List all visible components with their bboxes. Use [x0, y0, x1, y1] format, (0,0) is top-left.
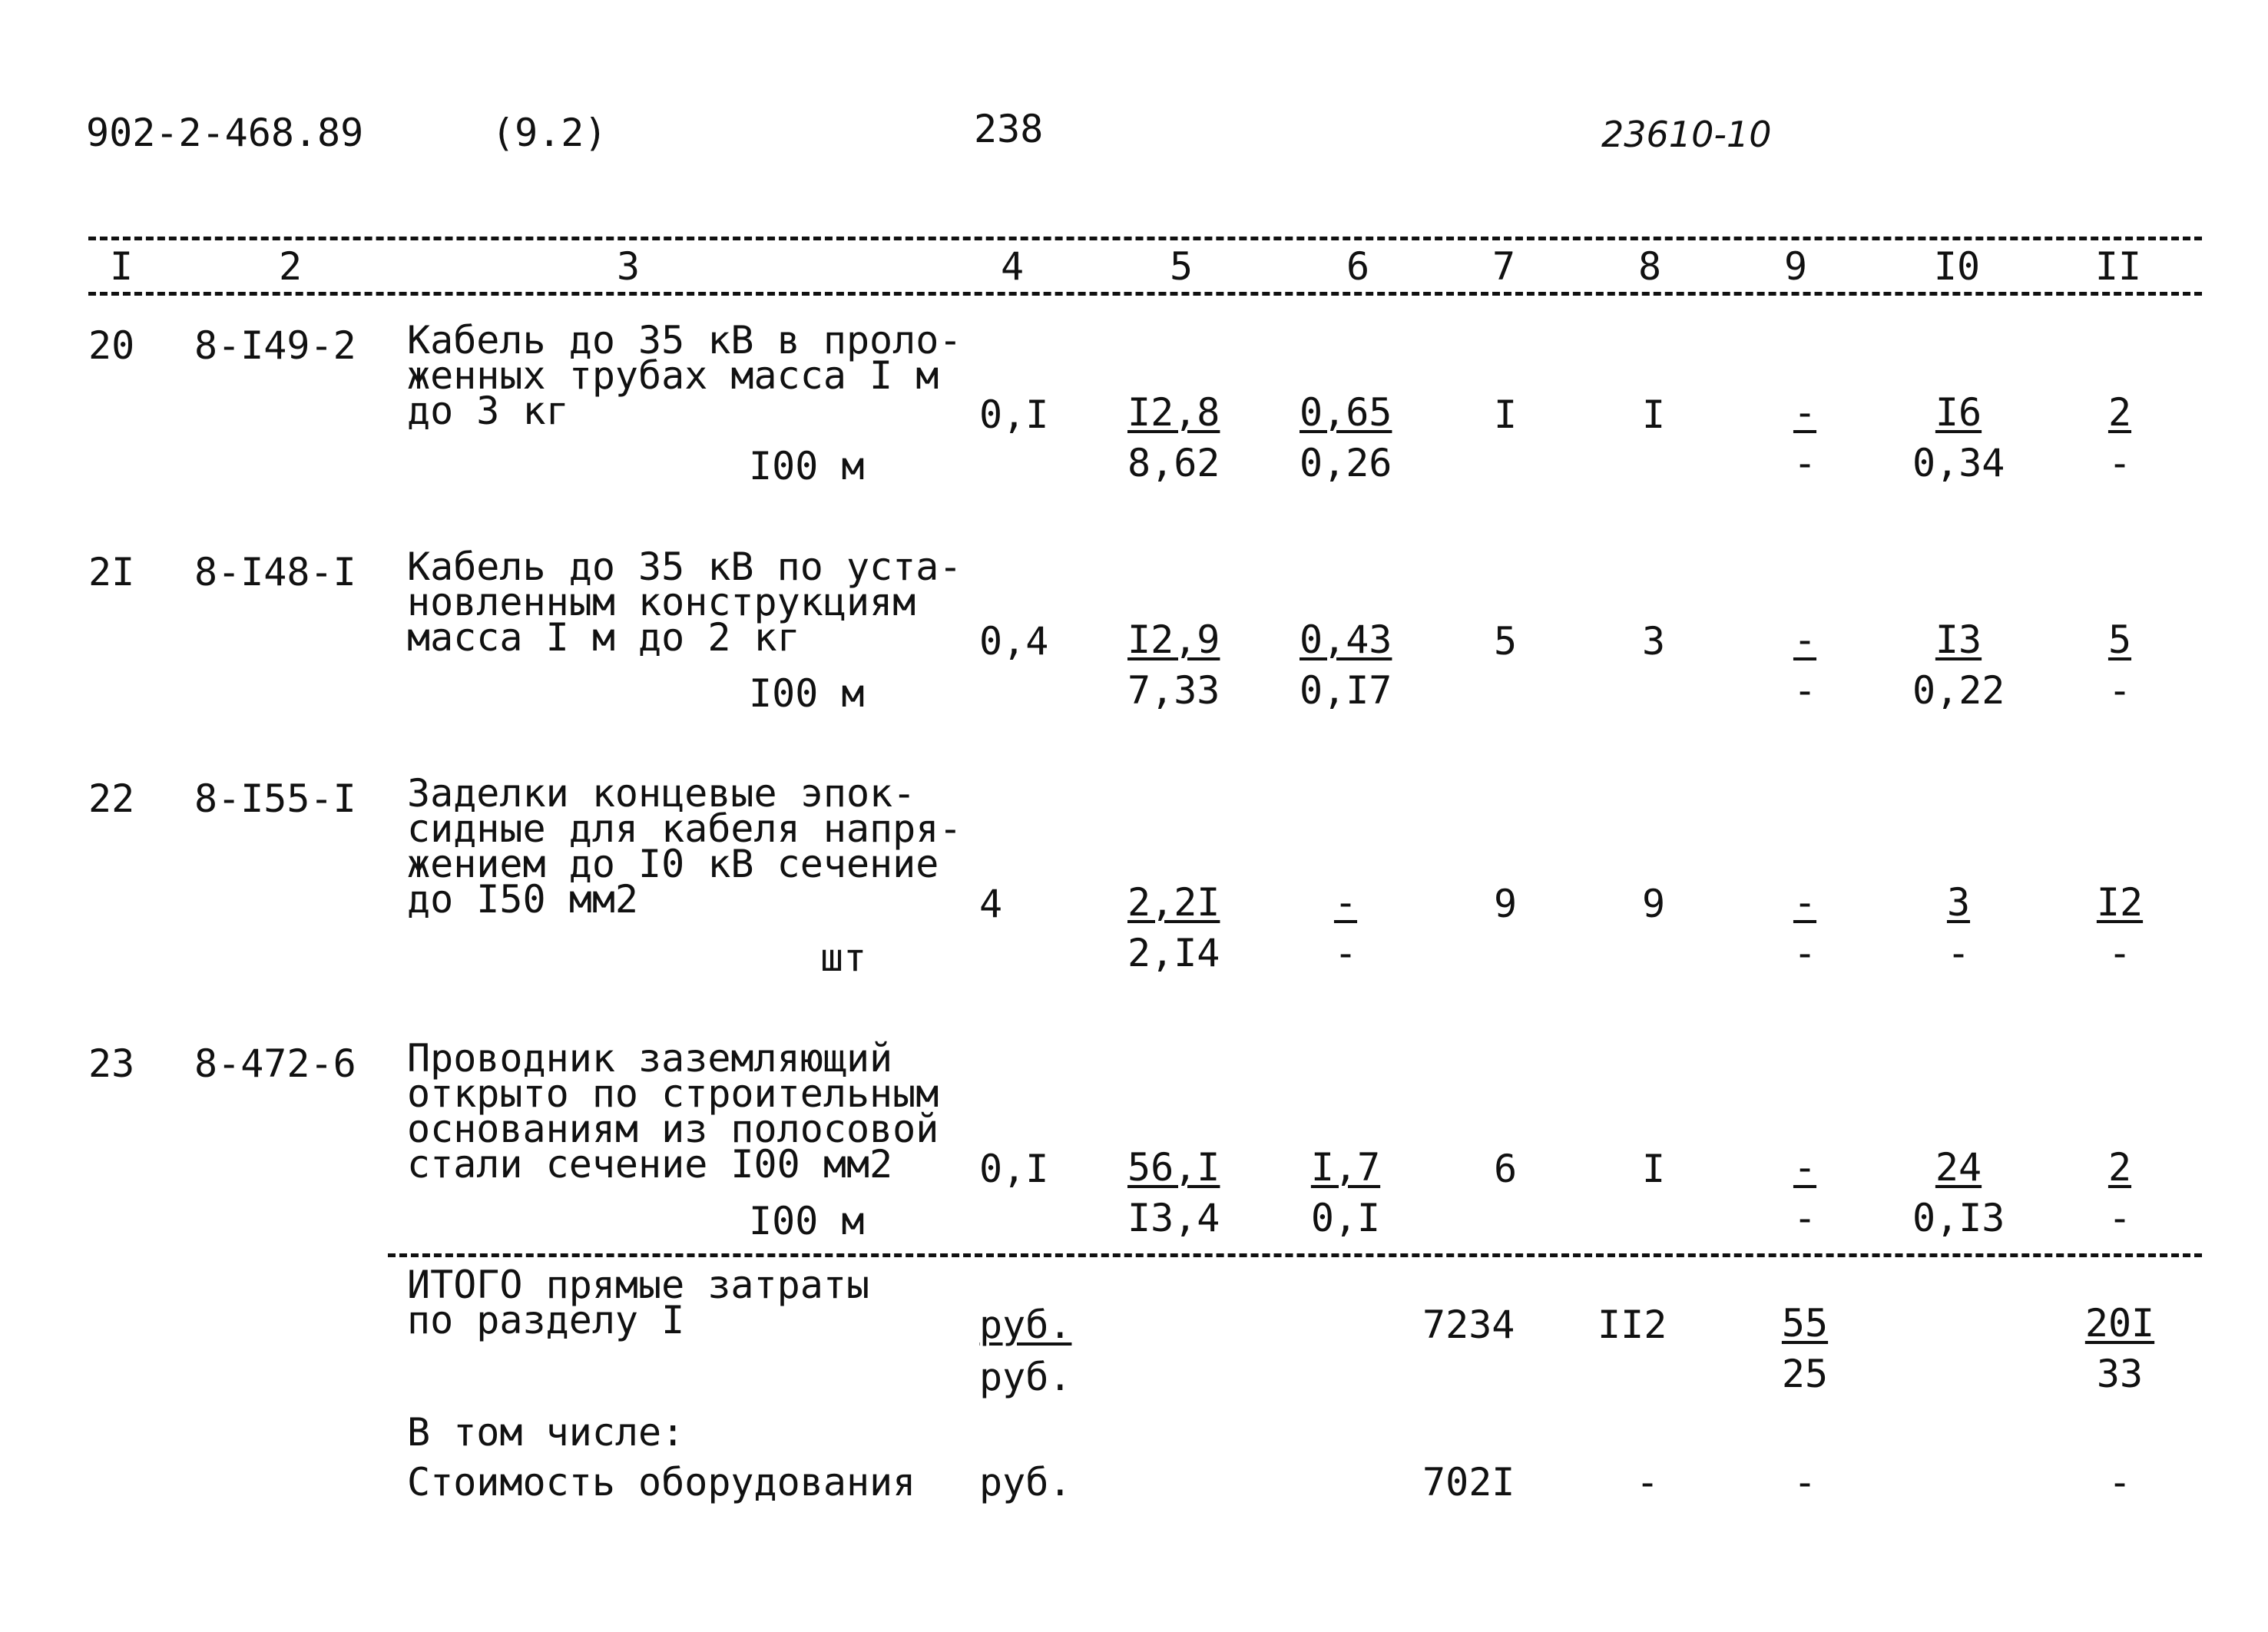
row-col8-value: 3 — [1642, 619, 1666, 664]
row-description: Кабель до 35 кВ в проло- женных трубах масса I м до 3 кг — [407, 318, 962, 433]
totals-col8-value: II2 — [1598, 1303, 1667, 1347]
row-description: Заделки концевые эпок- сидные для кабеля напря- жением до I0 кВ сечение до I50 мм2 — [407, 771, 962, 922]
equipment-cost-col7-value: 702I — [1422, 1460, 1515, 1505]
row-col6-value: $\frac{I,7}{0,I}$ — [1310, 1145, 1381, 1240]
column-header-11: II — [2094, 244, 2142, 289]
row-col5-value: $\frac{I2,8}{8,62}$ — [1127, 390, 1220, 485]
page-number: 238 — [974, 107, 1044, 151]
column-header-10: I0 — [1933, 244, 1981, 289]
column-header-2: 2 — [278, 244, 303, 289]
row-col6-value: $\frac{0,43}{0,I7}$ — [1300, 617, 1392, 713]
row-col7-value: 9 — [1494, 882, 1518, 926]
row-col9-value: - - — [1793, 880, 1817, 975]
equipment-cost-col11-value: - — [2108, 1460, 2132, 1505]
document-code: 902-2-468.89 — [86, 111, 364, 155]
row-col8-value: I — [1642, 1147, 1666, 1191]
equipment-cost-col9-value: - — [1793, 1460, 1817, 1505]
totals-unit-2: руб. — [979, 1355, 1072, 1399]
row-code: 8-472-6 — [194, 1041, 356, 1086]
column-header-5: 5 — [1169, 244, 1194, 289]
row-code: 8-I55-I — [194, 776, 356, 821]
row-col11-value: 2 - — [2107, 1145, 2132, 1240]
equipment-cost-label: Стоимость оборудования — [407, 1460, 916, 1505]
header-bottom-rule — [88, 292, 2202, 296]
column-header-1: I — [109, 244, 134, 289]
row-col9-value: - - — [1793, 617, 1817, 713]
row-col11-value: 2 - — [2107, 390, 2132, 485]
row-col7-value: 5 — [1494, 619, 1518, 664]
totals-label: ИТОГО прямые затраты по разделу I — [407, 1263, 870, 1342]
row-unit: I00 м — [749, 1199, 865, 1243]
totals-col11-value: $\frac{20I}{33}$ — [2084, 1301, 2155, 1396]
equipment-cost-unit: руб. — [979, 1460, 1072, 1505]
row-description: Кабель до 35 кВ по уста- новленным конструкциям масса I м до 2 кг — [407, 545, 962, 660]
row-col7-value: I — [1494, 392, 1518, 437]
row-code: 8-I49-2 — [194, 323, 356, 368]
row-col7-value: 6 — [1494, 1147, 1518, 1191]
including-label: В том числе: — [407, 1410, 685, 1455]
row-col5-value: $\frac{56,I}{I3,4}$ — [1127, 1145, 1220, 1240]
row-col10-value: $\frac{I6}{0,34}$ — [1912, 390, 2005, 485]
section-number: (9.2) — [492, 111, 608, 155]
row-col9-value: - - — [1793, 390, 1817, 485]
row-col6-value: $\frac{0,65}{0,26}$ — [1300, 390, 1392, 485]
column-header-7: 7 — [1492, 244, 1516, 289]
row-quantity: 4 — [979, 882, 1003, 926]
header-top-rule — [88, 237, 2202, 240]
row-col8-value: I — [1642, 392, 1666, 437]
row-quantity: 0,I — [979, 392, 1049, 437]
row-number: 2I — [88, 550, 135, 594]
totals-col9-value: $\frac{55}{25}$ — [1781, 1301, 1829, 1396]
column-header-3: 3 — [616, 244, 641, 289]
row-unit: шт — [820, 935, 867, 980]
row-quantity: 0,4 — [979, 619, 1049, 664]
row-number: 23 — [88, 1041, 135, 1086]
row-col11-value: I2 - — [2096, 880, 2144, 975]
column-header-9: 9 — [1783, 244, 1808, 289]
row-description: Проводник заземляющий открыто по строительным основаниям из полосовой стали сечение I00 мм2 — [407, 1036, 939, 1187]
column-header-6: 6 — [1346, 244, 1370, 289]
row-number: 20 — [88, 323, 135, 368]
row-unit: I00 м — [749, 444, 865, 488]
equipment-cost-col8-value: - — [1636, 1460, 1660, 1505]
row-col5-value: $\frac{2,2I}{2,I4}$ — [1127, 880, 1220, 975]
row-number: 22 — [88, 776, 135, 821]
row-col9-value: - - — [1793, 1145, 1817, 1240]
totals-unit-1: руб. — [979, 1303, 1072, 1347]
row-col10-value: $\frac{I3}{0,22}$ — [1912, 617, 2005, 713]
column-header-8: 8 — [1637, 244, 1662, 289]
totals-col7-value: 7234 — [1422, 1303, 1515, 1347]
inventory-number: 23610-10 — [1601, 114, 1772, 155]
totals-rule — [388, 1253, 2202, 1257]
row-code: 8-I48-I — [194, 550, 356, 594]
row-col8-value: 9 — [1642, 882, 1666, 926]
row-unit: I00 м — [749, 671, 865, 716]
row-col10-value: 3 - — [1946, 880, 1971, 975]
column-header-4: 4 — [1000, 244, 1025, 289]
row-col5-value: $\frac{I2,9}{7,33}$ — [1127, 617, 1220, 713]
row-col10-value: $\frac{24}{0,I3}$ — [1912, 1145, 2005, 1240]
row-quantity: 0,I — [979, 1147, 1049, 1191]
row-col11-value: 5 - — [2107, 617, 2132, 713]
row-col6-value: - - — [1333, 880, 1358, 975]
